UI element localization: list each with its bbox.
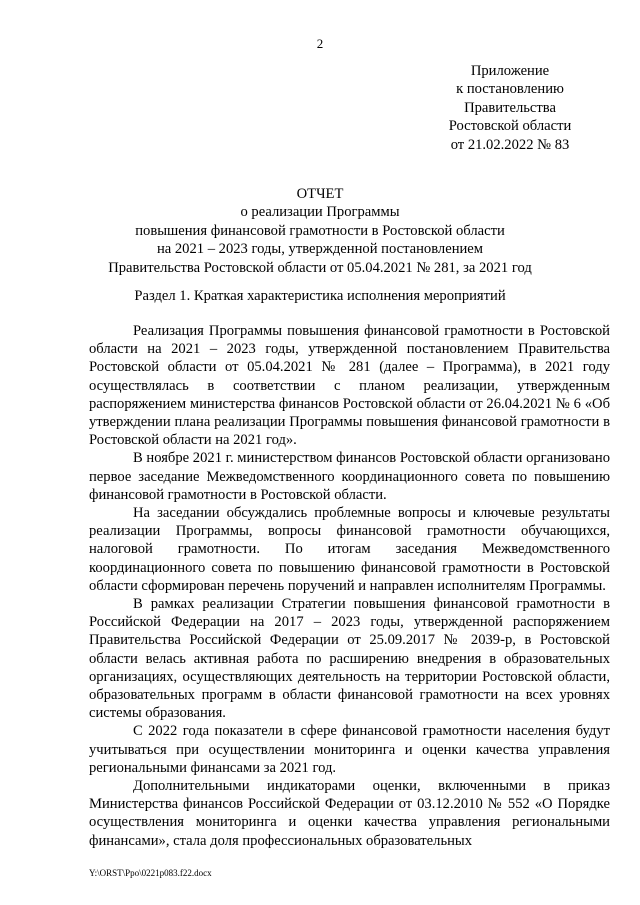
body-text <box>89 322 610 850</box>
file-path-footer: Y:\ORST\Ppo\0221p083.f22.docx <box>89 868 212 878</box>
paragraph: Дополнительными индикаторами оценки, включенными в приказ Министерства финансов Российской Федерации от 03.12.2010 № 552 «О Порядке осуществления мониторинга и оценки качества управления региональными финансами», стала доля профессиональных образовательных <box>89 778 610 849</box>
title-line: о реализации Программы <box>240 204 400 221</box>
title-line: Правительства Ростовской области от 05.04.2021 № 281, за 2021 год <box>108 259 532 276</box>
appendix-line: от 21.02.2022 № 83 <box>450 136 570 153</box>
appendix-block <box>430 62 590 154</box>
appendix-line: Ростовской области <box>448 118 572 135</box>
page-number: 2 <box>316 36 324 51</box>
paragraph: С 2022 года показатели в сфере финансовой грамотности населения будут учитываться при осуществлении мониторинга и оценки качества управления региональными финансами за 2021 год. <box>89 723 610 776</box>
title-line: на 2021 – 2023 годы, утвержденной постановлением <box>156 241 484 258</box>
appendix-line: Приложение <box>470 63 550 79</box>
paragraph: На заседании обсуждались проблемные вопросы и ключевые результаты реализации Программы, вопросы финансовой грамотности обучающихся, налоговой грамотности. По итогам заседания Межведомственного координационного совета по повышению финансовой грамотности в Ростовской области сформирован перечень поручений и направлен исполнителям Программы. <box>89 505 610 594</box>
paragraph: Реализация Программы повышения финансовой грамотности в Ростовской области на 2021 – 2023 годы, утвержденной постановлением Правительства Ростовской области от 05.04.2021 № 281 (далее – Программа), в 2021 году осуществлялась в соответствии с планом реализации, утвержденным распоряжением министерства финансов Ростовской области от 26.04.2021 № 6 «Об утверждении плана реализации Программы повышения финансовой грамотности в Ростовской области на 2021 год». <box>89 323 610 449</box>
title-line: ОТЧЕТ <box>296 186 344 202</box>
section-heading: Раздел 1. Краткая характеристика исполнения мероприятий <box>134 288 506 304</box>
title-line: повышения финансовой грамотности в Ростовской области <box>135 222 505 239</box>
report-title <box>100 185 540 277</box>
appendix-line: Правительства <box>464 99 556 116</box>
paragraph: В ноябре 2021 г. министерством финансов Ростовской области организовано первое заседание Межведомственного координационного совета по повышению финансовой грамотности в Ростовской области. <box>89 450 610 503</box>
appendix-line: к постановлению <box>456 81 564 98</box>
paragraph: В рамках реализации Стратегии повышения финансовой грамотности в Российской Федерации на 2017 – 2023 годы, утвержденной распоряжением Правительства Российской Федерации от 25.09.2017 № 2039-р, в Ростовской области велась активная работа по расширению внедрения в образовательных организациях, осуществляющих деятельность на территории Ростовской области, образовательных программ в области финансовой грамотности на всех уровнях системы образования. <box>89 596 610 722</box>
